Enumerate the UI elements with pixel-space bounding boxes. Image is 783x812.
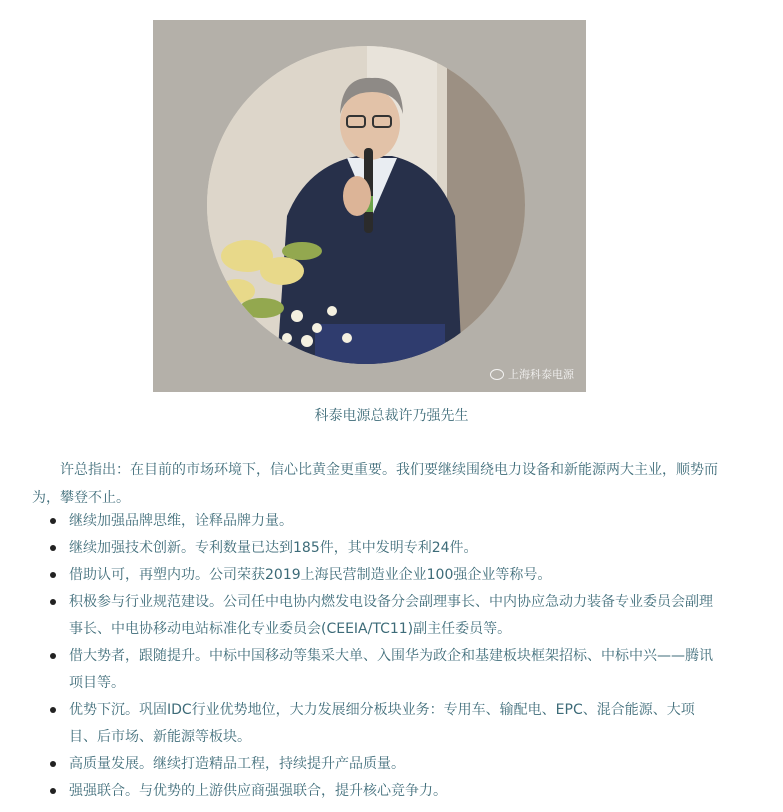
- list-item: 高质量发展。继续打造精品工程，持续提升产品质量。: [32, 751, 722, 778]
- photo-watermark: [490, 366, 574, 382]
- key-points-list: [32, 508, 722, 805]
- speaker-photo: [153, 20, 586, 392]
- list-item: 继续加强品牌思维，诠释品牌力量。: [32, 508, 722, 535]
- list-item: 借助认可，再塑内功。公司荣获2019上海民营制造业企业100强企业等称号。: [32, 562, 722, 589]
- list-item: 借大势者，跟随提升。中标中国移动等集采大单、入围华为政企和基建板块框架招标、中标中兴——腾讯项目等。: [32, 643, 722, 697]
- photo-caption: 科泰电源总裁许乃强先生: [314, 408, 469, 424]
- list-item: 积极参与行业规范建设。公司任中电协内燃发电设备分会副理事长、中内协应急动力装备专业委员会副理事长、中电协移动电站标准化专业委员会(CEEIA/TC11)副主任委员等。: [32, 589, 722, 643]
- speaker-illustration: [207, 46, 525, 364]
- speaker-portrait-circle: [207, 46, 525, 364]
- watermark-text: 上海科泰电源: [508, 368, 574, 381]
- list-item: 强强联合。与优势的上游供应商强强联合，提升核心竞争力。: [32, 778, 722, 805]
- list-item: 优势下沉。巩固IDC行业优势地位，大力发展细分板块业务：专用车、输配电、EPC、混合能源、大项目、后市场、新能源等板块。: [32, 697, 722, 751]
- list-item: 继续加强技术创新。专利数量已达到185件，其中发明专利24件。: [32, 535, 722, 562]
- wechat-icon: [490, 369, 504, 380]
- intro-paragraph: 许总指出：在目前的市场环境下，信心比黄金更重要。我们要继续围绕电力设备和新能源两大主业，顺势而为，攀登不止。: [32, 462, 718, 506]
